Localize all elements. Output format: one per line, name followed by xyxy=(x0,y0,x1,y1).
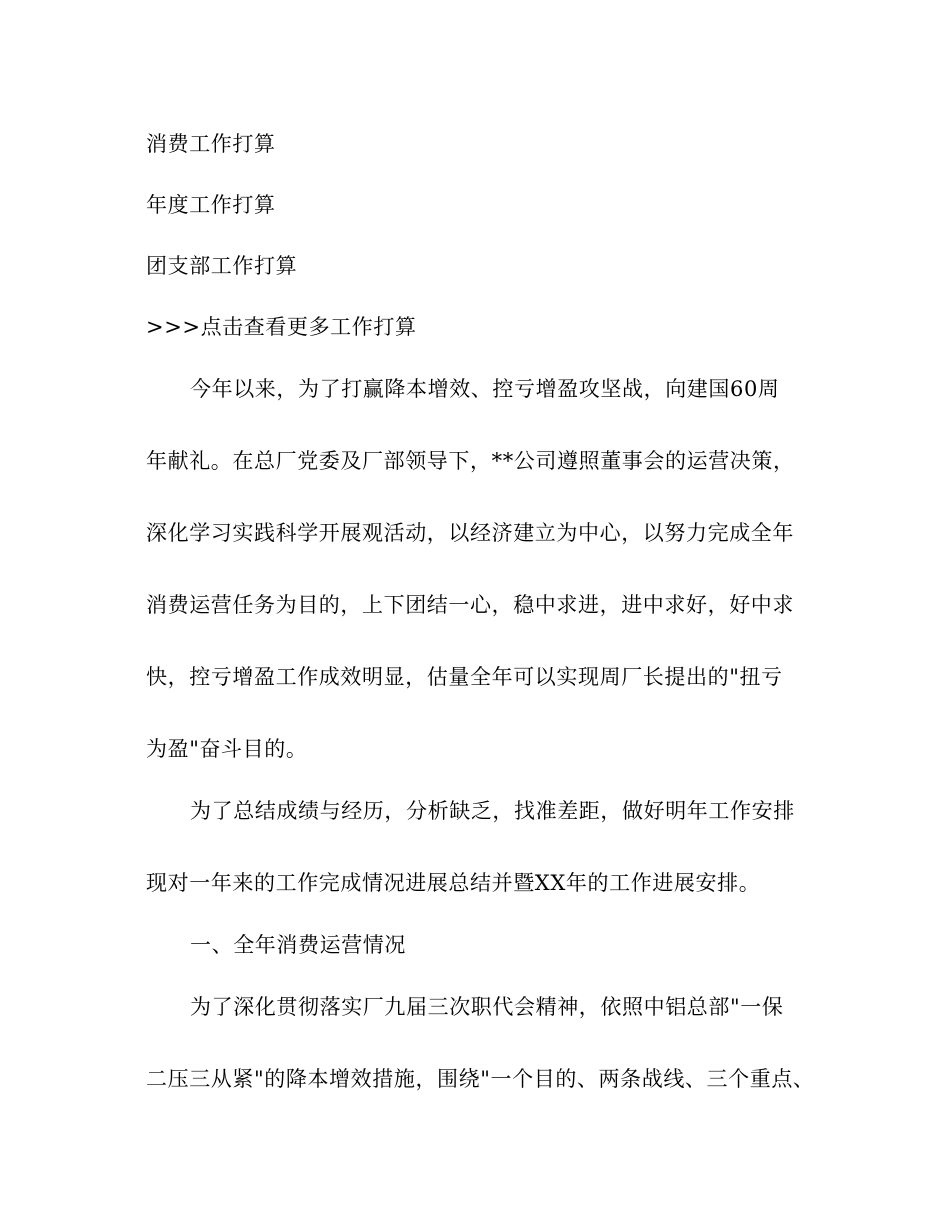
paragraph-1-line-2: 年献礼。在总厂党委及厂部领导下，**公司遵照董事会的运营决策， xyxy=(146,449,795,473)
link-more-plans[interactable]: >>>点击查看更多工作打算 xyxy=(146,315,417,339)
paragraph-3-line-1: 为了深化贯彻落实厂九届三次职代会精神，依照中铝总部"一保 xyxy=(190,995,784,1019)
paragraph-2-line-1: 为了总结成绩与经历，分析缺乏，找准差距，做好明年工作安排 xyxy=(190,799,795,823)
paragraph-1-line-4: 消费运营任务为目的，上下团结一心，稳中求进，进中求好，好中求 xyxy=(146,593,794,617)
paragraph-2-line-2: 现对一年来的工作完成情况进展总结并暨XX年的工作进展安排。 xyxy=(146,871,761,895)
paragraph-1-line-3: 深化学习实践科学开展观活动，以经济建立为中心，以努力完成全年 xyxy=(146,521,794,545)
paragraph-1-line-6: 为盈"奋斗目的。 xyxy=(146,737,308,761)
link-league-branch-plan[interactable]: 团支部工作打算 xyxy=(146,254,298,278)
paragraph-1-line-1: 今年以来，为了打赢降本增效、控亏增盈攻坚战，向建国60周 xyxy=(190,377,780,401)
section-heading-1: 一、全年消费运营情况 xyxy=(190,933,406,957)
paragraph-1-line-5: 快，控亏增盈工作成效明显，估量全年可以实现周厂长提出的"扭亏 xyxy=(146,665,783,689)
link-consumption-plan[interactable]: 消费工作打算 xyxy=(146,132,276,156)
paragraph-3-line-2: 二压三从紧"的降本增效措施，围绕"一个目的、两条战线、三个重点、 xyxy=(146,1067,815,1091)
link-annual-plan[interactable]: 年度工作打算 xyxy=(146,193,276,217)
